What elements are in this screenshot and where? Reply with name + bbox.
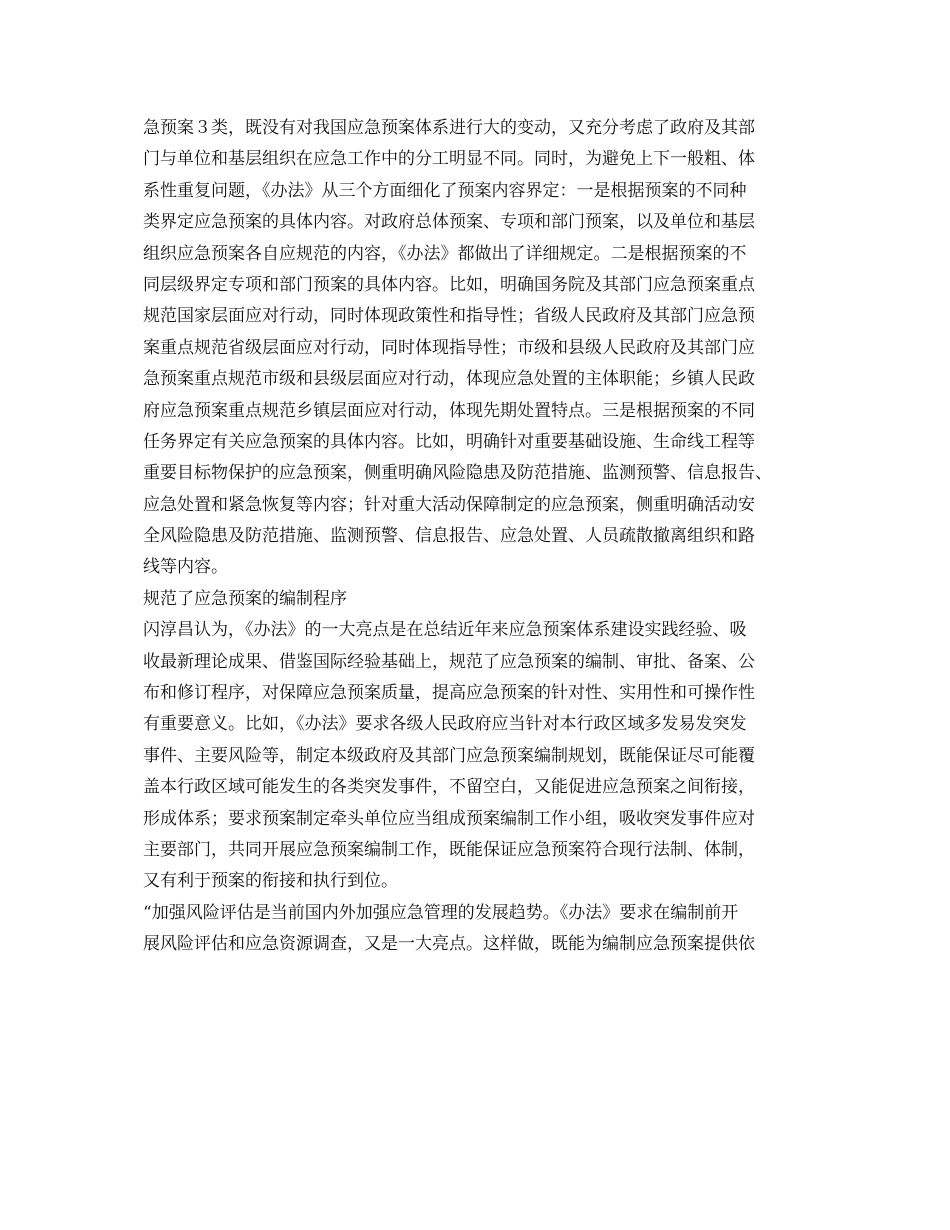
body-text	[143, 113, 823, 961]
text-line: 布和修订程序，对保障应急预案质量，提高应急预案的针对性、实用性和可操作性	[143, 683, 755, 704]
text-line: 收最新理论成果、借鉴国际经验基础上，规范了应急预案的编制、审批、备案、公	[143, 651, 755, 672]
text-line: 事件、主要风险等，制定本级政府及其部门应急预案编制规划，既能保证尽可能覆	[143, 745, 755, 766]
text-line: 系性重复问题，《办法》从三个方面细化了预案内容界定：一是根据预案的不同种	[143, 180, 747, 201]
text-line: 急预案重点规范市级和县级层面应对行动，体现应急处置的主体职能；乡镇人民政	[143, 369, 755, 390]
text-line: 形成体系；要求预案制定牵头单位应当组成预案编制工作小组，吸收突发事件应对	[143, 808, 755, 829]
text-line: 规范国家层面应对行动，同时体现政策性和指导性；省级人民政府及其部门应急预	[143, 306, 755, 327]
text-line: 组织应急预案各自应规范的内容，《办法》都做出了详细规定。二是根据预案的不	[143, 243, 747, 264]
text-line: 展风险评估和应急资源调查，又是一大亮点。这样做，既能为编制应急预案提供依	[143, 934, 755, 955]
text-line: 闪淳昌认为，《办法》的一大亮点是在总结近年来应急预案体系建设实践经验、吸	[143, 620, 747, 641]
text-line: 又有利于预案的衔接和执行到位。	[143, 871, 398, 892]
text-line: 盖本行政区域可能发生的各类突发事件，不留空白，又能促进应急预案之间衔接，	[143, 777, 755, 798]
text-line: 同层级界定专项和部门预案的具体内容。比如，明确国务院及其部门应急预案重点	[143, 274, 755, 295]
text-line: 全风险隐患及防范措施、监测预警、信息报告、应急处置、人员疏散撤离组织和路	[143, 526, 755, 547]
text-line: 规范了应急预案的编制程序	[143, 588, 347, 609]
text-line: 门与单位和基层组织在应急工作中的分工明显不同。同时，为避免上下一般粗、体	[143, 149, 755, 170]
text-line: 应急处置和紧急恢复等内容；针对重大活动保障制定的应急预案，侧重明确活动安	[143, 494, 755, 515]
text-line: 线等内容。	[143, 557, 228, 578]
text-line: 有重要意义。比如，《办法》要求各级人民政府应当针对本行政区域多发易发突发	[143, 714, 747, 735]
text-line: 急预案３类，既没有对我国应急预案体系进行大的变动，又充分考虑了政府及其部	[143, 118, 755, 138]
text-line: 类界定应急预案的具体内容。对政府总体预案、专项和部门预案，以及单位和基层	[143, 212, 755, 233]
text-line: 任务界定有关应急预案的具体内容。比如，明确针对重要基础设施、生命线工程等	[143, 431, 755, 452]
text-line: 府应急预案重点规范乡镇层面应对行动，体现先期处置特点。三是根据预案的不同	[143, 400, 755, 421]
text-line: 主要部门，共同开展应急预案编制工作，既能保证应急预案符合现行法制、体制，	[143, 839, 755, 860]
text-line: “加强风险评估是当前国内外加强应急管理的发展趋势。《办法》要求在编制前开	[143, 902, 739, 923]
text-line: 重要目标物保护的应急预案，侧重明确风险隐患及防范措施、监测预警、信息报告、	[143, 463, 772, 484]
text-line: 案重点规范省级层面应对行动，同时体现指导性；市级和县级人民政府及其部门应	[143, 337, 755, 358]
